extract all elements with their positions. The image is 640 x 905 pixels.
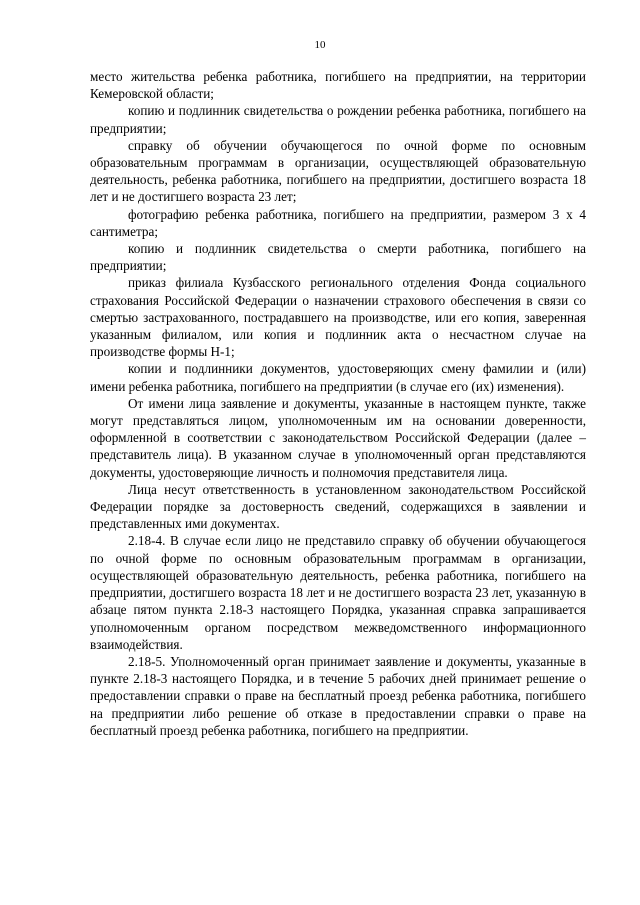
paragraph-residence: место жительства ребенка работника, погибшего на предприятии, на территории Кемеровской области; bbox=[90, 69, 586, 102]
page-number: 10 bbox=[314, 39, 326, 51]
paragraph-clause-2-18-5: 2.18-5. Уполномоченный орган принимает заявление и документы, указанные в пункте 2.18-3 настоящего Порядка, и в течение 5 рабочих дней принимает решение о предоставлении справки о праве на бесплатный проезд ребенка работника, погибшего на предприятии либо решение об отказе в предоставлении справки о праве на бесплатный проезд ребенка работника, погибшего на предприятии. bbox=[90, 653, 586, 738]
document-body bbox=[90, 68, 586, 739]
paragraph-responsibility: Лица несут ответственность в установленном законодательством Российской Федерации порядке за достоверность сведений, содержащихся в заявлении и представленных ими документах. bbox=[90, 481, 586, 532]
paragraph-birth-certificate: копию и подлинник свидетельства о рождении ребенка работника, погибшего на предприятии; bbox=[90, 103, 586, 136]
paragraph-study-certificate: справку об обучении обучающегося по очной форме по основным образовательным программам в организации, осуществляющей образовательную деятельность, ребенка работника, погибшего на предприятии, достигшего возраста 18 лет и не достигшего возраста 23 лет; bbox=[90, 137, 586, 205]
paragraph-clause-2-18-4: 2.18-4. В случае если лицо не представило справку об обучении обучающегося по очной форме по основным образовательным программам в организации, осуществляющей образовательную деятельность, ребенка работника, погибшего на предприятии, достигшего возраста 18 лет и не достигшего возраста 23 лет, указанную в абзаце пятом пункта 2.18-3 настоящего Порядка, указанная справка запрашивается уполномоченным органом посредством межведомственного информационного взаимодействия. bbox=[90, 533, 586, 652]
paragraph-name-change: копии и подлинники документов, удостоверяющих смену фамилии и (или) имени ребенка работника, погибшего на предприятии (в случае его (их) изменения). bbox=[90, 361, 586, 394]
paragraph-representative: От имени лица заявление и документы, указанные в настоящем пункте, также могут представляться лицом, уполномоченным им на основании доверенности, оформленной в соответствии с законодательством Российской Федерации (далее – представитель лица). В указанном случае в уполномоченный орган представляются документы, удостоверяющие личность и полномочия представителя лица. bbox=[90, 395, 586, 480]
paragraph-photo: фотографию ребенка работника, погибшего на предприятии, размером 3 х 4 сантиметра; bbox=[90, 206, 586, 239]
paragraph-insurance-order: приказ филиала Кузбасского регионального отделения Фонда социального страхования Российской Федерации о назначении страхового обеспечения в связи со смертью застрахованного, пострадавшего на производстве, или его копия, заверенная указанным филиалом, или копия и подлинник акта о несчастном случае на производстве формы Н-1; bbox=[90, 275, 586, 360]
paragraph-death-certificate: копию и подлинник свидетельства о смерти работника, погибшего на предприятии; bbox=[90, 241, 586, 274]
